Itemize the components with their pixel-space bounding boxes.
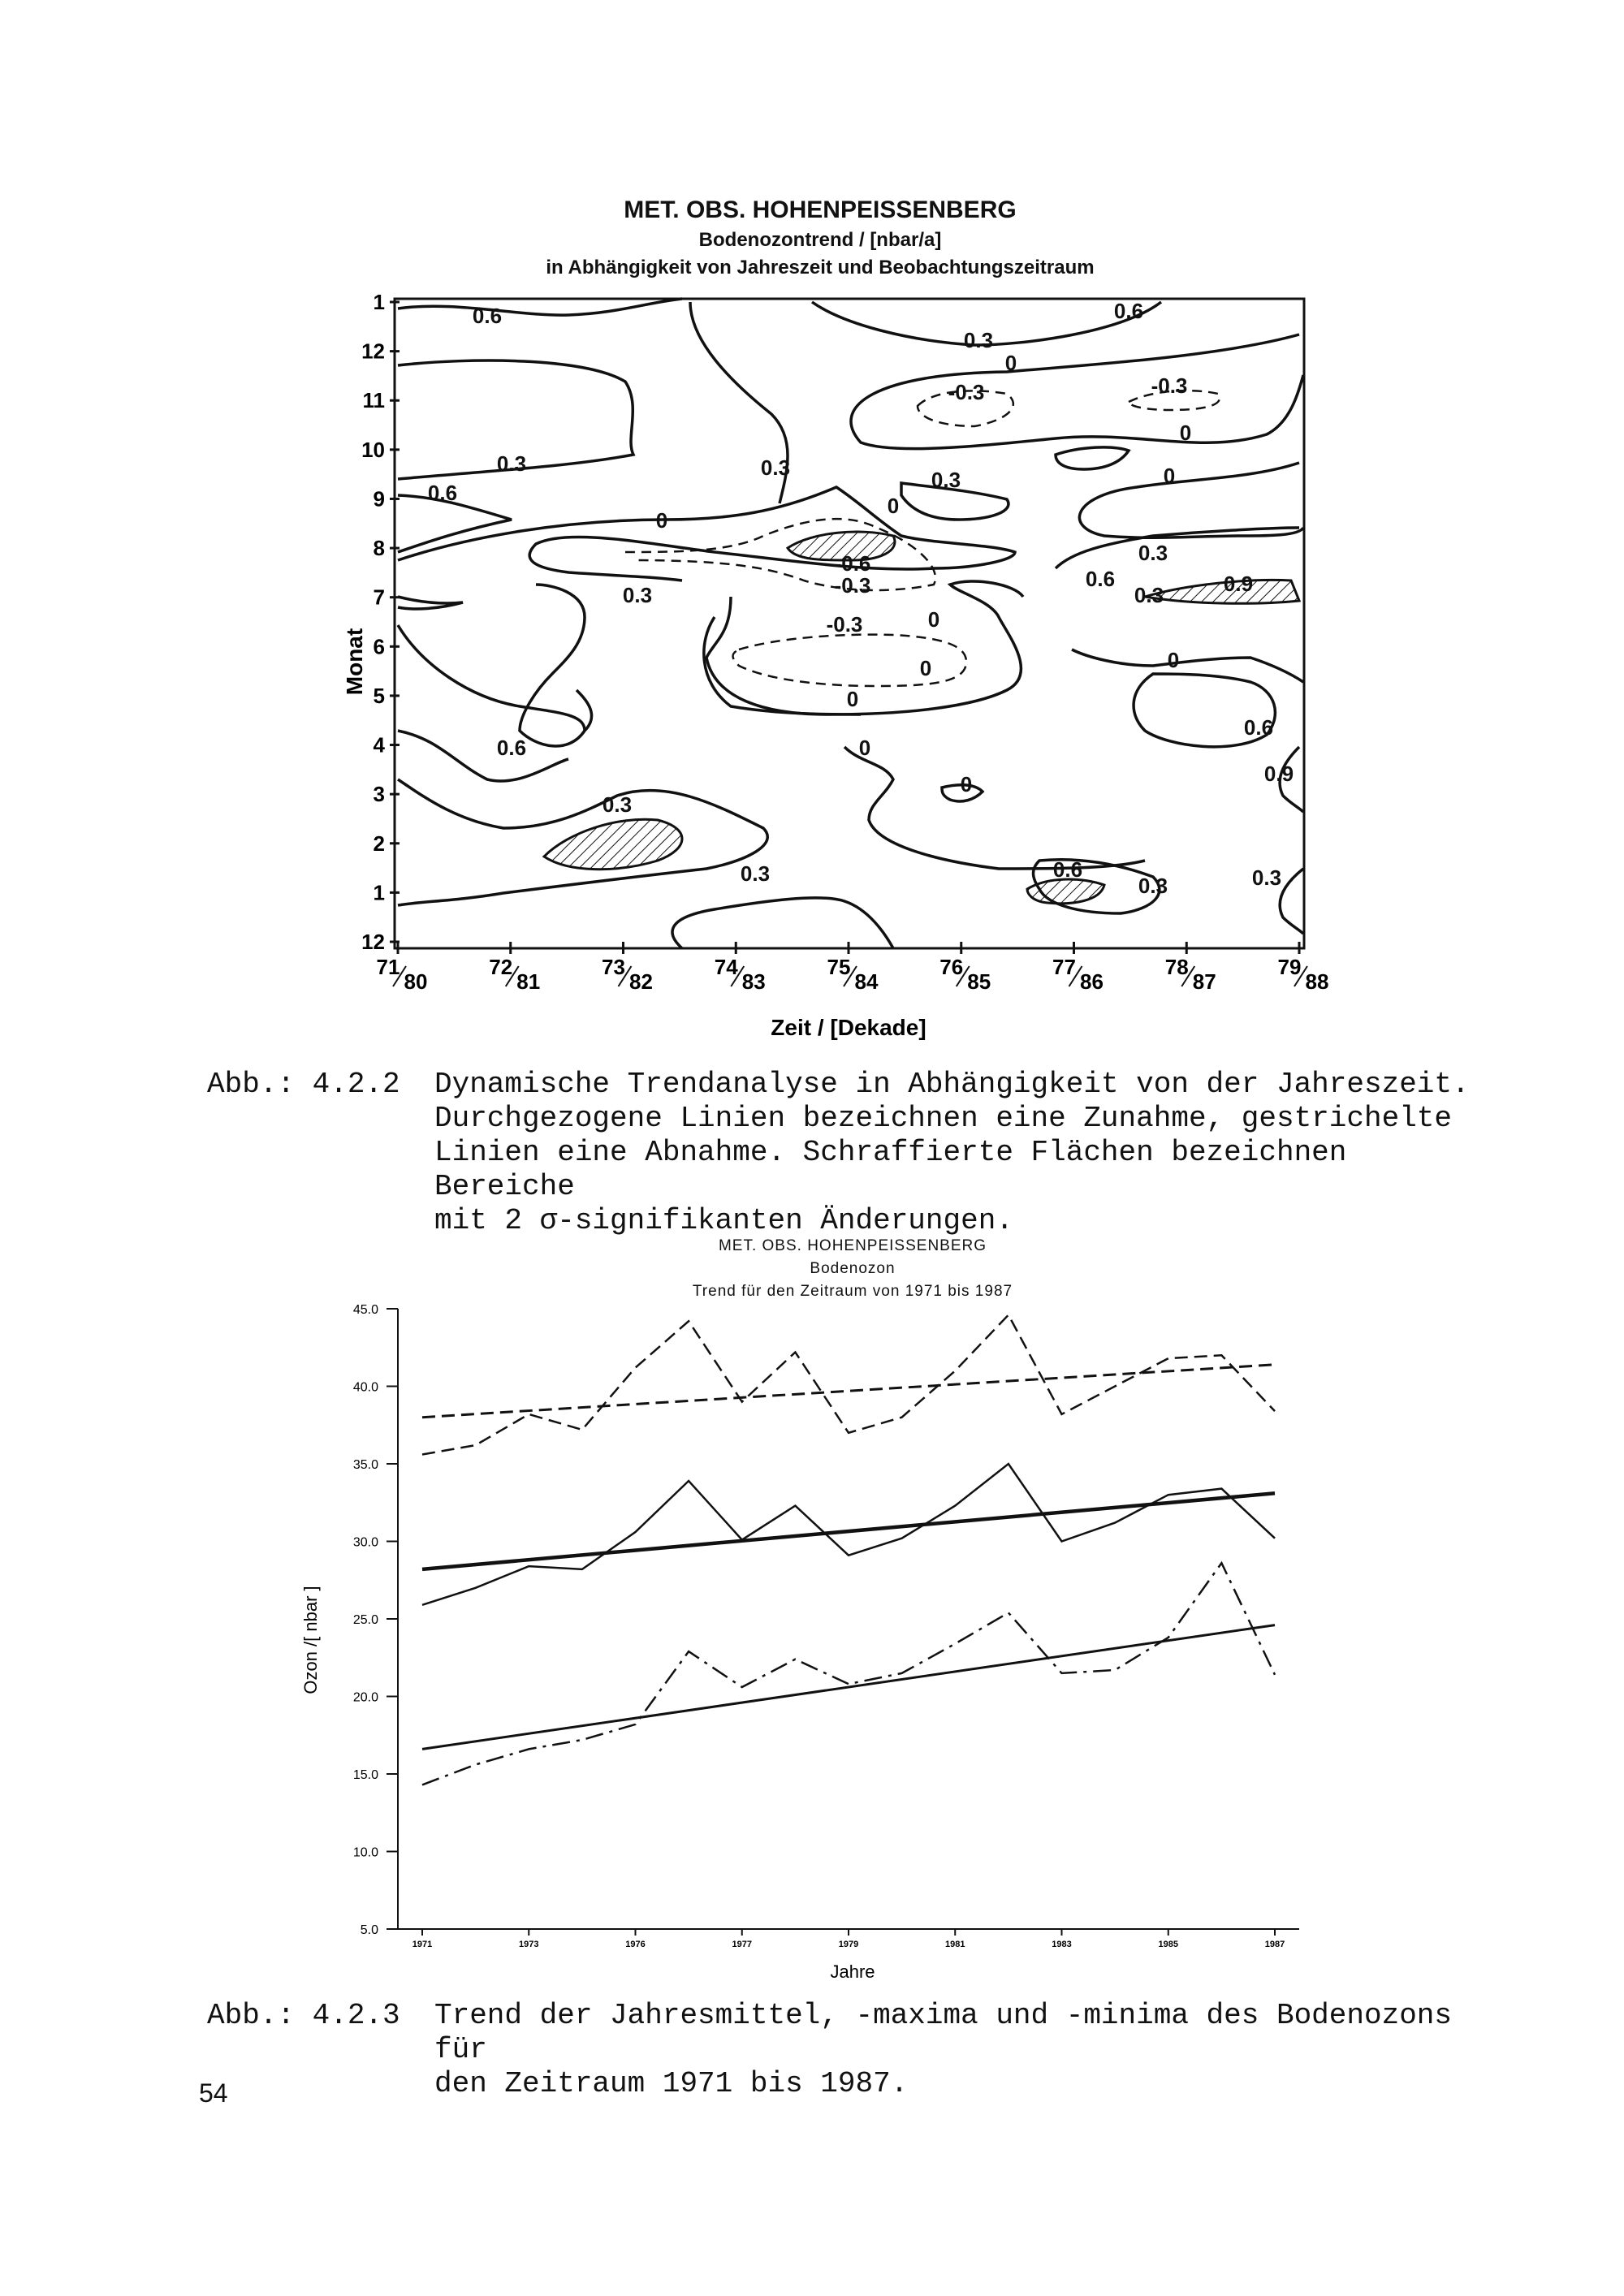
fig2-subtitle: Bodenozon — [810, 1260, 896, 1277]
x-tick-label: 81 — [516, 969, 541, 994]
fig1-caption-label: Abb.: 4.2.2 — [207, 1068, 400, 1101]
contour-label: 0.3 — [1251, 865, 1282, 890]
caption-line: Durchgezogene Linien bezeichnen eine Zunahme, gestrichelte — [434, 1102, 1453, 1135]
x-tick-label: 76 — [939, 955, 964, 979]
contour-chart — [0, 0, 1624, 1055]
y-tick-label: 5 — [373, 683, 385, 708]
y-tick-label: 20.0 — [352, 1690, 378, 1705]
fig1-caption — [434, 1068, 1490, 1238]
contour-label: 0.3 — [602, 792, 633, 817]
line-chart-series — [422, 1315, 1275, 1785]
contour-label: 0.3 — [1138, 874, 1168, 898]
x-tick-label: 85 — [967, 969, 991, 994]
contour-label: 0 — [919, 656, 932, 680]
contour-label: -0.3 — [1151, 373, 1188, 398]
y-tick-label: 10.0 — [352, 1845, 378, 1860]
contour-label: 0 — [858, 736, 871, 760]
x-tick-label: 1971 — [412, 1940, 433, 1949]
contour-line — [398, 625, 585, 731]
y-tick-label: 1 — [373, 880, 385, 905]
contour-label: 0 — [927, 607, 940, 632]
contour-label: 0.3 — [963, 328, 994, 352]
contour-label: -0.3 — [834, 573, 871, 598]
x-tick-label: 1985 — [1158, 1940, 1178, 1949]
contour-label: 0 — [960, 772, 973, 796]
contour-label: 0.6 — [1113, 299, 1144, 323]
contour-label: -0.6 — [834, 551, 871, 576]
contour-hatched-areas — [544, 532, 1299, 904]
contour-label: 0.6 — [1243, 715, 1274, 740]
x-tick-label: 88 — [1305, 969, 1329, 994]
contour-label: 0.3 — [760, 455, 791, 480]
x-tick-label: 82 — [629, 969, 653, 994]
y-tick-label: 45.0 — [352, 1303, 378, 1317]
x-tick-label: 71 — [376, 955, 400, 979]
fig1-title: MET. OBS. HOHENPEISSENBERG — [624, 196, 1017, 223]
y-tick-label: 35.0 — [352, 1458, 378, 1472]
y-tick-label: 8 — [373, 536, 385, 561]
contour-label: 0 — [1004, 351, 1017, 375]
y-tick-label: 15.0 — [352, 1768, 378, 1782]
fig2-subtitle2: Trend für den Zeitraum von 1971 bis 1987 — [692, 1283, 1013, 1300]
hatched-area — [544, 819, 682, 869]
contour-line — [398, 597, 463, 609]
contour-line — [844, 747, 1145, 869]
contour-line — [1072, 650, 1303, 682]
x-tick-label: 79 — [1277, 955, 1302, 979]
fig1-subtitle2: in Abhängigkeit von Jahreszeit und Beobachtungszeitraum — [546, 257, 1095, 278]
x-tick-label: 77 — [1052, 955, 1076, 979]
contour-label: 0.3 — [622, 583, 653, 607]
x-tick-label: 73 — [602, 955, 625, 979]
contour-label: 0.9 — [1223, 572, 1254, 596]
y-tick-label: 5.0 — [360, 1923, 378, 1937]
y-tick-label: 7 — [373, 585, 385, 610]
contour-label: 0.3 — [1138, 541, 1168, 565]
contour-line — [1280, 869, 1303, 934]
contour-label: 0 — [655, 508, 668, 533]
y-tick-label: 4 — [373, 732, 385, 757]
contour-label: 0.6 — [496, 736, 527, 760]
caption-line: Dynamische Trendanalyse in Abhängigkeit von der Jahreszeit. — [434, 1068, 1470, 1101]
x-tick-label: 78 — [1164, 955, 1189, 979]
x-tick-label: 1977 — [732, 1940, 752, 1949]
y-tick-label: 6 — [373, 634, 385, 659]
contour-line — [706, 581, 1023, 714]
contour-line — [672, 898, 893, 948]
x-tick-label: 1979 — [838, 1940, 859, 1949]
contour-ylabel: Monat — [342, 628, 367, 696]
y-tick-label: 40.0 — [352, 1380, 378, 1395]
series-line-maxima-trend — [422, 1365, 1275, 1418]
y-tick-label: 12 — [361, 339, 385, 364]
contour-label: -0.3 — [826, 612, 863, 637]
page-number: 54 — [199, 2078, 228, 2108]
y-tick-label: 12 — [361, 930, 385, 954]
contour-label: 0 — [1179, 421, 1192, 445]
line-chart-ylabel: Ozon /[ nbar ] — [300, 1586, 321, 1694]
fig2-title: MET. OBS. HOHENPEISSENBERG — [718, 1237, 987, 1254]
x-tick-label: 86 — [1080, 969, 1104, 994]
x-tick-label: 1976 — [625, 1940, 646, 1949]
contour-label: 0 — [1167, 648, 1180, 672]
hatched-area — [1145, 580, 1299, 603]
x-tick-label: 74 — [714, 955, 738, 979]
contour-line — [851, 334, 1303, 449]
y-tick-label: 2 — [373, 831, 385, 856]
x-tick-label: 87 — [1192, 969, 1216, 994]
contour-label: 0.6 — [472, 304, 503, 328]
x-tick-label: 1987 — [1264, 1940, 1285, 1949]
contour-label: 0 — [887, 494, 900, 518]
caption-line: den Zeitraum 1971 bis 1987. — [434, 2067, 909, 2100]
y-tick-label: 10 — [361, 437, 385, 462]
contour-label: 0.6 — [1085, 567, 1116, 591]
contour-label: 0.3 — [931, 468, 961, 492]
contour-line — [398, 487, 1015, 580]
x-tick-label: 75 — [827, 955, 851, 979]
y-tick-label: 9 — [373, 486, 385, 511]
fig1-subtitle: Bodenozontrend / [nbar/a] — [698, 229, 942, 251]
fig2-caption — [434, 1999, 1490, 2101]
contour-label: 0.3 — [740, 861, 771, 886]
contour-label: 0.3 — [1134, 583, 1164, 607]
contour-line — [1056, 528, 1299, 568]
contour-xlabel: Zeit / [Dekade] — [771, 1015, 926, 1040]
contour-line — [1056, 447, 1129, 469]
y-tick-label: 30.0 — [352, 1535, 378, 1550]
contour-label: 0.9 — [1263, 762, 1294, 786]
caption-line: Trend der Jahresmittel, -maxima und -minima des Bodenozons für — [434, 1999, 1453, 2066]
contour-line — [398, 299, 682, 315]
x-tick-label: 1981 — [945, 1940, 965, 1949]
x-tick-label: 72 — [489, 955, 513, 979]
contour-line — [398, 731, 568, 781]
contour-label: 0 — [1163, 464, 1176, 488]
x-tick-label: 83 — [741, 969, 766, 994]
series-line-maxima — [422, 1315, 1275, 1455]
x-tick-label: 1983 — [1052, 1940, 1072, 1949]
series-line-jahresmittel-trend — [422, 1493, 1275, 1569]
contour-line — [1079, 463, 1303, 537]
x-tick-label: 84 — [854, 969, 879, 994]
contour-label: 0.6 — [1052, 857, 1083, 882]
contour-x-ticks — [377, 942, 1329, 994]
hatched-area — [1027, 879, 1104, 904]
y-tick-label: 11 — [362, 388, 385, 413]
y-tick-label: 3 — [373, 782, 385, 807]
caption-line: mit 2 σ-signifikanten Änderungen. — [434, 1204, 1013, 1237]
series-line-minima-trend — [422, 1625, 1275, 1750]
y-tick-label: 25.0 — [352, 1613, 378, 1627]
line-chart-xlabel: Jahre — [830, 1962, 875, 1981]
contour-label: 0.3 — [496, 451, 527, 476]
line-chart — [0, 1299, 1624, 1981]
contour-label: 0.6 — [427, 481, 458, 505]
fig2-caption-label: Abb.: 4.2.3 — [207, 1999, 400, 2032]
contour-label: -0.3 — [948, 380, 985, 404]
y-tick-label: 1 — [373, 290, 385, 314]
series-line-jahresmittel — [422, 1464, 1275, 1605]
series-line-minima — [422, 1563, 1275, 1785]
caption-line: Linien eine Abnahme. Schraffierte Flächen bezeichnen Bereiche — [434, 1136, 1347, 1203]
contour-label: 0 — [846, 687, 859, 711]
x-tick-label: 1973 — [519, 1940, 539, 1949]
x-tick-label: 80 — [404, 969, 428, 994]
